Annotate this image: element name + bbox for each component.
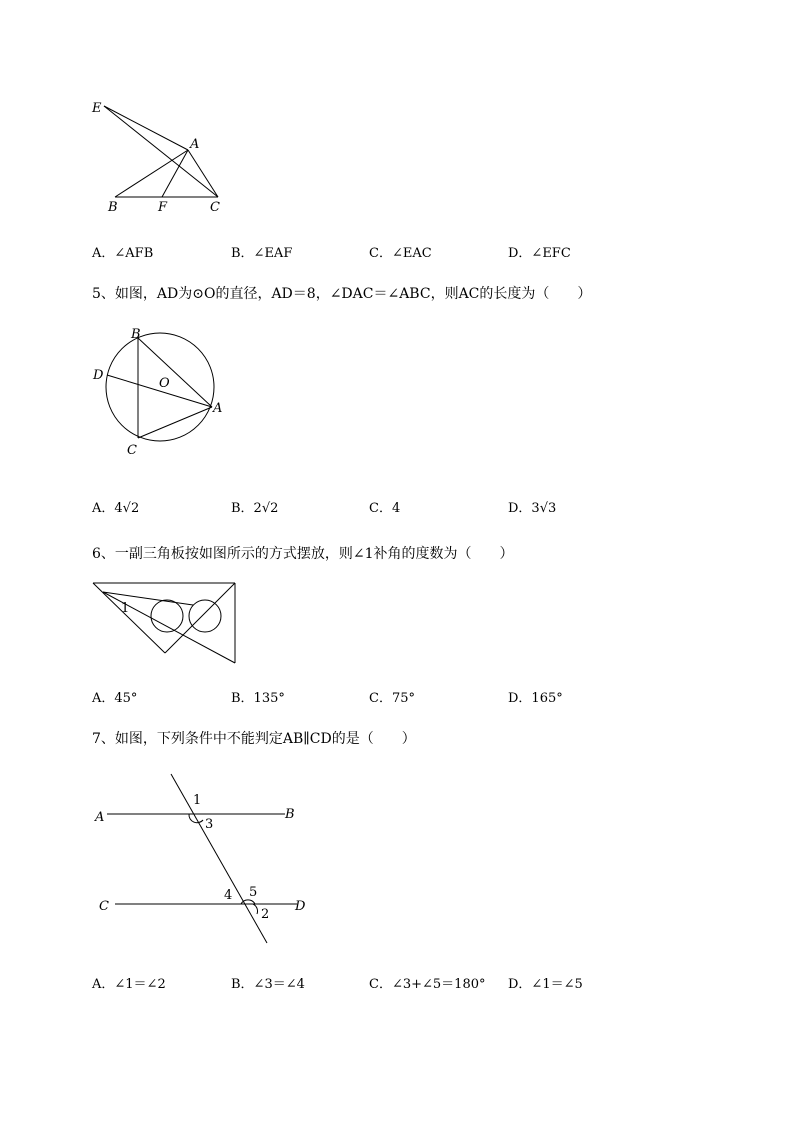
angle-label-3: 3 — [205, 817, 214, 832]
figure-q6-set-squares — [85, 575, 245, 670]
point-label-C: C — [127, 443, 137, 458]
angle-label-2: 2 — [261, 907, 270, 922]
point-label-C: C — [99, 899, 109, 914]
point-label-B: B — [131, 327, 141, 342]
q4-option-b[interactable]: B．∠EAF — [231, 246, 293, 261]
q5-option-c[interactable]: C．4 — [369, 501, 401, 516]
figure-q5-circle — [85, 325, 235, 460]
point-label-B: B — [108, 200, 118, 215]
point-label-B: B — [285, 807, 295, 822]
q6-option-a[interactable]: A．45° — [92, 691, 138, 706]
point-label-D: D — [93, 368, 104, 383]
point-label-A: A — [190, 137, 200, 152]
point-label-D: D — [295, 899, 306, 914]
q4-option-c[interactable]: C．∠EAC — [369, 246, 432, 261]
angle-label-1: 1 — [121, 601, 130, 616]
q7-option-c[interactable]: C．∠3+∠5＝180° — [369, 977, 486, 992]
angle-label-5: 5 — [249, 885, 258, 900]
point-label-A: A — [213, 401, 223, 416]
q5-stem: 5、如图，AD为⊙O的直径，AD＝8，∠DAC＝∠ABC，则AC的长度为（ ） — [92, 286, 592, 302]
point-label-C: C — [210, 200, 220, 215]
q5-option-a[interactable]: A．4√2 — [92, 501, 140, 516]
angle-label-1: 1 — [193, 793, 202, 808]
q4-option-a[interactable]: A．∠AFB — [92, 246, 154, 261]
q6-option-c[interactable]: C．75° — [369, 691, 415, 706]
q7-option-a[interactable]: A．∠1＝∠2 — [92, 977, 166, 992]
point-label-E: E — [92, 101, 102, 116]
q7-stem: 7、如图，下列条件中不能判定AB∥CD的是（ ） — [92, 731, 416, 747]
point-label-A: A — [95, 810, 105, 825]
q5-option-b[interactable]: B．2√2 — [231, 501, 279, 516]
figure-q7-parallel-lines — [85, 770, 325, 950]
angle-label-4: 4 — [224, 888, 233, 903]
q7-option-d[interactable]: D．∠1＝∠5 — [508, 977, 583, 992]
q6-stem: 6、一副三角板按如图所示的方式摆放，则∠1补角的度数为（ ） — [92, 546, 514, 562]
point-label-O: O — [159, 376, 170, 391]
q4-option-d[interactable]: D．∠EFC — [508, 246, 571, 261]
q7-option-b[interactable]: B．∠3＝∠4 — [231, 977, 305, 992]
point-label-F: F — [158, 200, 168, 215]
q5-option-d[interactable]: D．3√3 — [508, 501, 557, 516]
figure-q4-triangles — [80, 90, 240, 220]
q6-option-d[interactable]: D．165° — [508, 691, 563, 706]
q6-option-b[interactable]: B．135° — [231, 691, 285, 706]
